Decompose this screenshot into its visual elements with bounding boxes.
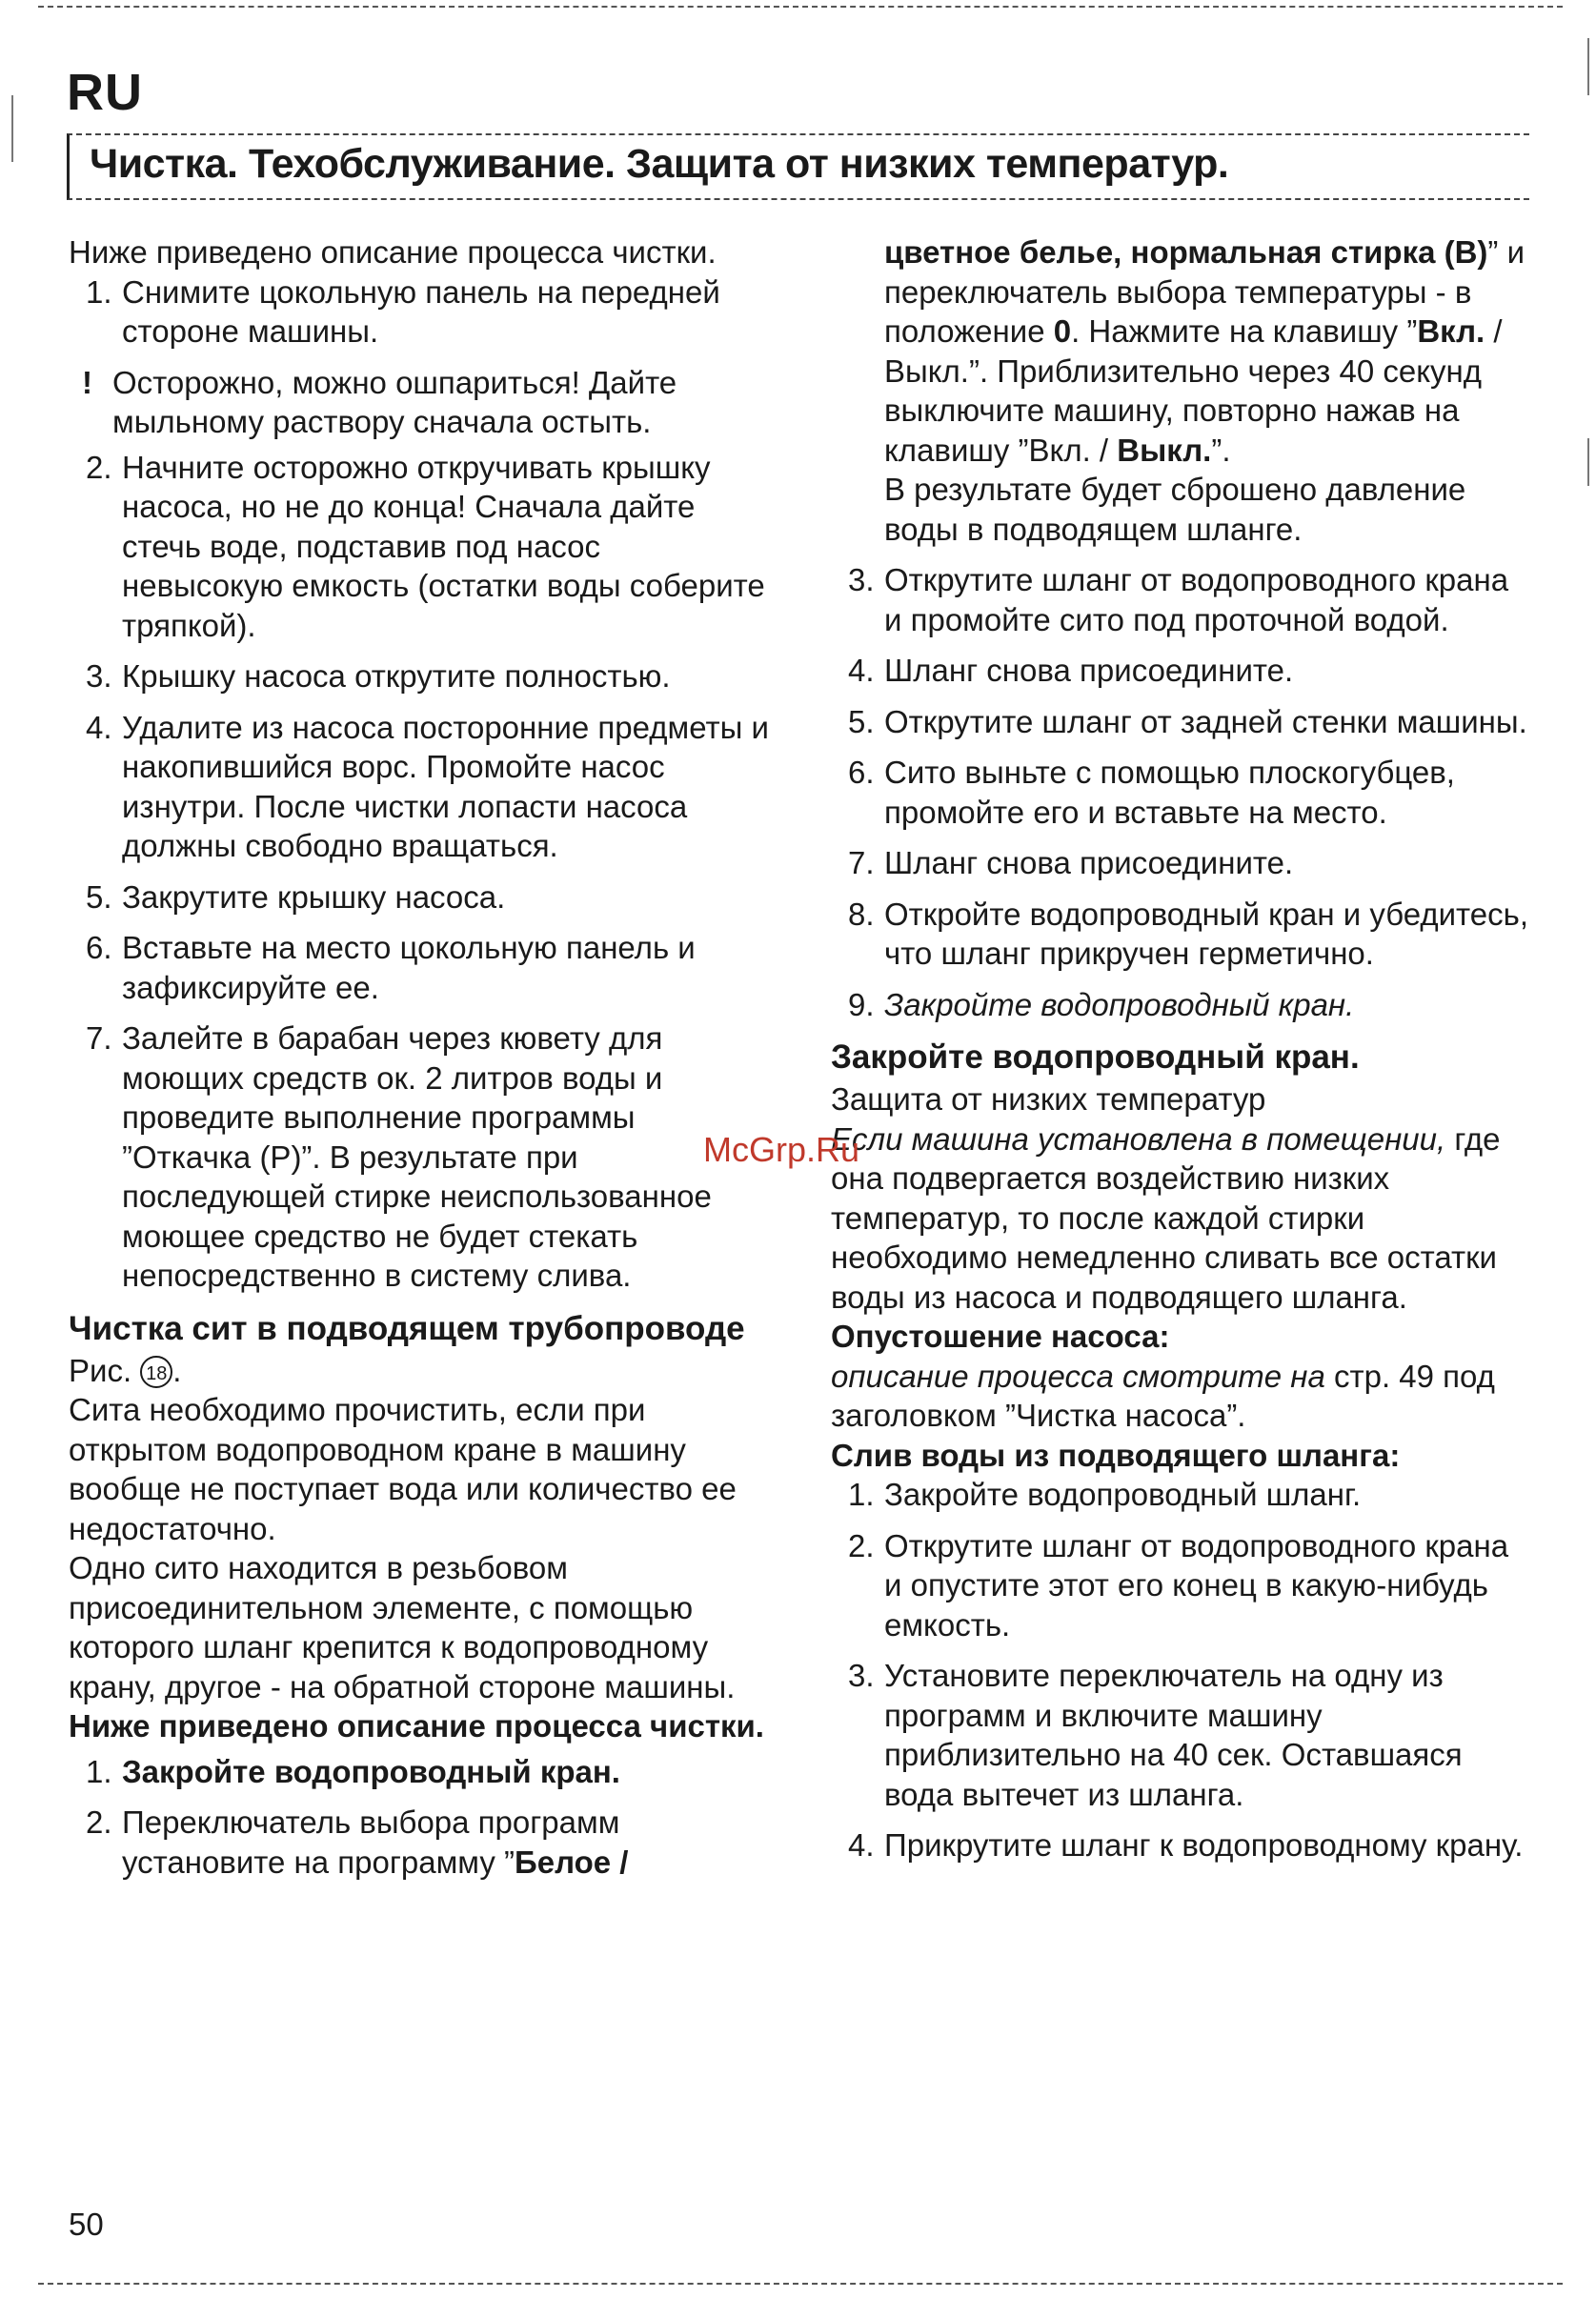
pump-heading: Опустошение насоса: xyxy=(831,1319,1170,1354)
bottom-border-line xyxy=(38,2283,1563,2285)
list-item: 5. Закрутите крышку насоса. xyxy=(86,878,506,915)
list-item: 6. Сито выньте с помощью плоскогубцев, промойте его и вставьте на место. xyxy=(848,755,1455,830)
list-item: 3. Установите переключатель на одну из программ и включите машину приблизительно на 40 сек. Оставшаяся вода вытечет из шланга. xyxy=(848,1658,1463,1812)
list-item: 7. Залейте в барабан через кювету для моющих средств ок. 2 литров воды и проведите выполнение программы ”Откачка (P)”. В результате при последующей стирке неиспользованное моющее средство не будет стекать непосредственно в систему слива. xyxy=(86,1020,712,1293)
margin-mark xyxy=(1587,438,1589,486)
list-item: 2. Начните осторожно откручивать крышку насоса, но не до конца! Сначала дайте стечь воде, подставив под насос невысокую емкость (остатки воды соберите тряпкой). xyxy=(86,449,765,643)
sieve-subheading: Ниже приведено описание процесса чистки. xyxy=(69,1708,764,1744)
frost-protection-title: Защита от низких температур xyxy=(831,1081,1266,1117)
list-item: 3. Крышку насоса открутите полностью. xyxy=(86,658,671,694)
list-item: 2. Открутите шланг от водопроводного крана и опустите этот его конец в какую-нибудь емкость. xyxy=(848,1527,1509,1643)
list-item: 8. Откройте водопроводный кран и убедитесь, что шланг прикручен герметично. xyxy=(848,896,1529,971)
margin-mark xyxy=(11,95,13,162)
list-item: 4. Прикрутите шланг к водопроводному крану. xyxy=(848,1827,1524,1863)
step-2-continuation: цветное белье, нормальная стирка (B)” и переключатель выбора температуры - в положение 0. Нажмите на клавишу ”Вкл. / Выкл.”. Приблизительно через 40 секунд выключите машину, повторно нажав на клавишу ”Вкл. / Выкл.”. В результате будет сброшено давление воды в подводящем шланге. xyxy=(884,234,1525,547)
warning-note xyxy=(69,363,769,442)
list-item: 4. Шланг снова присоедините. xyxy=(848,653,1294,688)
list-item: 1. Закройте водопроводный шланг. xyxy=(848,1477,1362,1512)
list-item: 3. Открутите шланг от водопроводного крана и промойте сито под проточной водой. xyxy=(848,562,1509,637)
right-column xyxy=(831,232,1531,1877)
list-item: 5. Открутите шланг от задней стенки машины. xyxy=(848,703,1527,739)
margin-mark xyxy=(1587,38,1589,95)
close-tap-heading: Закройте водопроводный кран. xyxy=(831,1038,1360,1076)
list-item: 4. Удалите из насоса посторонние предметы и накопившийся ворс. Промойте насос изнутри. После чистки лопасти насоса должны свободно вращаться. xyxy=(86,709,769,863)
cleaning-steps-b xyxy=(69,448,769,1296)
list-item: 9. Закройте водопроводный кран. xyxy=(848,986,1355,1022)
list-item: 1. Снимите цокольную панель на передней стороне машины. xyxy=(86,273,720,349)
hose-heading: Слив воды из подводящего шланга: xyxy=(831,1437,1401,1473)
sieve-steps xyxy=(69,1752,769,1883)
language-label: RU xyxy=(67,64,143,121)
page-title: Чистка. Техобслуживание. Защита от низких температур. xyxy=(90,141,1229,187)
left-column xyxy=(69,232,769,1893)
list-item: 7. Шланг снова присоедините. xyxy=(848,845,1294,880)
sieve-steps-continued xyxy=(831,560,1531,1024)
figure-number-badge: 18 xyxy=(140,1356,172,1388)
page-number: 50 xyxy=(69,2207,104,2242)
intro-text: Ниже приведено описание процесса чистки. xyxy=(69,234,717,270)
list-item: 6. Вставьте на место цокольную панель и зафиксируйте ее. xyxy=(86,930,696,1005)
warning-text: Осторожно, можно ошпариться! Дайте мыльному раствору сначала остыть. xyxy=(112,364,677,439)
hose-steps xyxy=(831,1475,1531,1865)
figure-reference: Рис. 18 . xyxy=(69,1352,182,1388)
sieve-paragraph-1: Сита необходимо прочистить, если при открытом водопроводном кране в машину вообще не поступает вода или количество ее недостаточно. xyxy=(69,1392,737,1546)
sieve-paragraph-2: Одно сито находится в резьбовом присоединительном элементе, с помощью которого шланг крепится к водопроводному крану, другое - на обратной стороне машины. xyxy=(69,1550,736,1704)
watermark: McGrp.Ru xyxy=(703,1130,860,1169)
frost-protection-text: Если машина установлена в помещении, где она подвергается воздействию низких температур, то после каждой стирки необходимо немедленно сливать все остатки воды из насоса и подводящего шланга. xyxy=(831,1120,1501,1315)
list-item: 2. Переключатель выбора программ установите на программу ”Белое / xyxy=(86,1804,629,1880)
warning-icon: ! xyxy=(82,364,92,400)
pump-text: описание процесса смотрите на стр. 49 под заголовком ”Чистка насоса”. xyxy=(831,1358,1495,1433)
list-item: 1. Закройте водопроводный кран. xyxy=(86,1753,620,1789)
top-border-line xyxy=(38,6,1563,8)
cleaning-steps-a xyxy=(69,272,769,352)
sieve-heading: Чистка сит в подводящем трубопроводе xyxy=(69,1309,745,1347)
